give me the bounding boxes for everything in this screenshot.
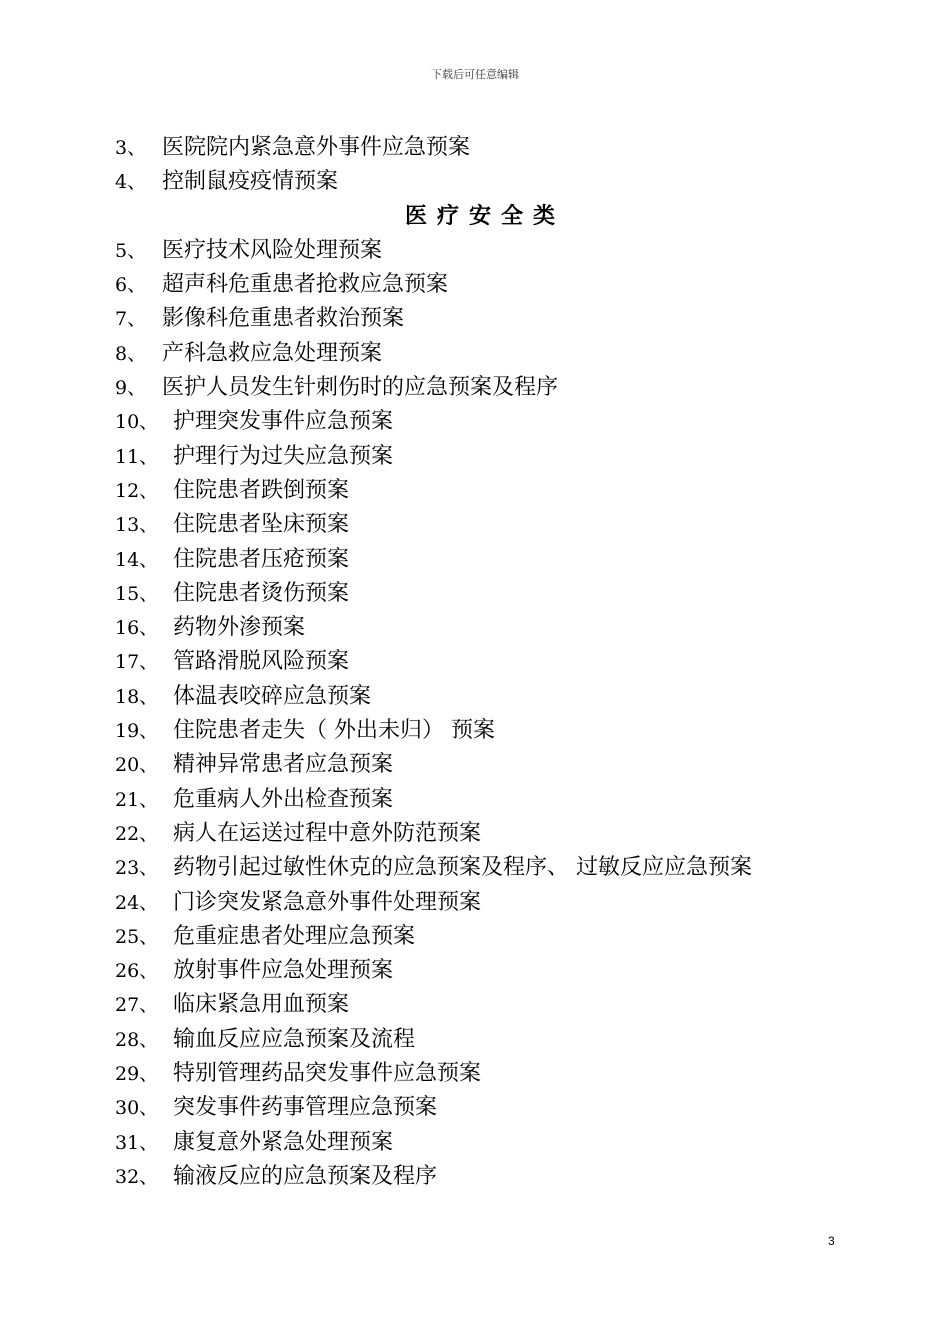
item-text: 临床紧急用血预案 [173,992,350,1018]
item-text: 住院患者压疮预案 [173,546,350,572]
list-item [115,234,835,268]
item-text: 产科急救应急处理预案 [162,340,383,366]
item-number: 29、 [115,1063,159,1086]
list-item [115,405,835,439]
item-text: 护理突发事件应急预案 [173,409,394,435]
list-item [115,131,835,165]
item-number: 12、 [115,479,159,502]
item-number: 4、 [115,171,147,194]
item-number: 18、 [115,685,159,708]
list-item [115,165,835,199]
item-text: 精神异常患者应急预案 [173,752,394,778]
item-text: 康复意外紧急处理预案 [173,1129,394,1155]
item-number: 19、 [115,720,159,743]
list-item [115,886,835,920]
item-number: 9、 [115,377,147,400]
section-title: 医疗安全类 [404,203,565,229]
item-number: 13、 [115,514,159,537]
list-item [115,371,835,405]
item-text: 控制鼠疫疫情预案 [162,169,339,195]
item-text: 护理行为过失应急预案 [173,443,394,469]
list-item [115,577,835,611]
item-number: 7、 [115,308,147,331]
item-number: 23、 [115,857,159,880]
item-text: 药物引起过敏性休克的应急预案及程序、 过敏反应应急预案 [173,855,752,881]
item-text: 危重症患者处理应急预案 [173,923,416,949]
item-text: 特别管理药品突发事件应急预案 [173,1061,482,1087]
item-text: 影像科危重患者救治预案 [162,306,405,332]
list-item [115,988,835,1022]
list-item [115,680,835,714]
item-number: 11、 [115,445,159,468]
item-text: 住院患者走失（ 外出未归） 预案 [173,718,495,744]
item-text: 住院患者烫伤预案 [173,580,350,606]
list-item [115,337,835,371]
item-number: 8、 [115,342,147,365]
item-text: 住院患者坠床预案 [173,512,350,538]
list-item [115,1057,835,1091]
item-text: 病人在运送过程中意外防范预案 [173,820,482,846]
item-number: 24、 [115,891,159,914]
item-text: 危重病人外出检查预案 [173,786,394,812]
item-number: 3、 [115,137,147,159]
item-number: 5、 [115,239,147,262]
item-number: 28、 [115,1028,159,1051]
header-note: 下载后可任意编辑 [431,68,519,81]
item-number: 27、 [115,994,159,1017]
item-number: 32、 [115,1165,159,1188]
item-text: 管路滑脱风险预案 [173,649,350,675]
list-item [115,1023,835,1057]
page-number: 3 [828,1234,835,1248]
item-number: 21、 [115,788,159,811]
item-number: 22、 [115,822,159,845]
item-number: 17、 [115,651,159,674]
list-item [115,611,835,645]
item-number: 31、 [115,1131,159,1154]
list-item [115,1126,835,1160]
item-text: 输液反应的应急预案及程序 [173,1163,438,1189]
list-item [115,543,835,577]
item-number: 20、 [115,754,159,777]
item-number: 10、 [115,411,159,434]
list-item [115,851,835,885]
plan-list [115,131,835,1194]
item-text: 医院院内紧急意外事件应急预案 [162,135,471,160]
item-text: 体温表咬碎应急预案 [173,683,372,709]
item-text: 超声科危重患者抢救应急预案 [162,272,449,298]
item-text: 医护人员发生针刺伤时的应急预案及程序 [162,375,559,401]
item-text: 输血反应应急预案及流程 [173,1026,416,1052]
list-item [115,268,835,302]
list-item [115,645,835,679]
item-number: 6、 [115,274,147,297]
item-number: 16、 [115,617,159,640]
list-item [115,954,835,988]
list-item [115,783,835,817]
item-number: 25、 [115,925,159,948]
list-item [115,302,835,336]
list-item [115,508,835,542]
list-item [115,748,835,782]
item-text: 住院患者跌倒预案 [173,477,350,503]
item-text: 放射事件应急处理预案 [173,958,394,984]
list-item [115,440,835,474]
item-text: 门诊突发紧急意外事件处理预案 [173,889,482,915]
list-item [115,1091,835,1125]
item-number: 15、 [115,582,159,605]
list-item [115,1160,835,1194]
item-number: 14、 [115,548,159,571]
item-number: 30、 [115,1097,159,1120]
list-item [115,474,835,508]
item-text: 突发事件药事管理应急预案 [173,1095,438,1121]
list-item [115,714,835,748]
list-item [115,817,835,851]
item-number: 26、 [115,960,159,983]
item-text: 药物外渗预案 [173,615,306,641]
list-item [115,920,835,954]
item-text: 医疗技术风险处理预案 [162,237,383,263]
